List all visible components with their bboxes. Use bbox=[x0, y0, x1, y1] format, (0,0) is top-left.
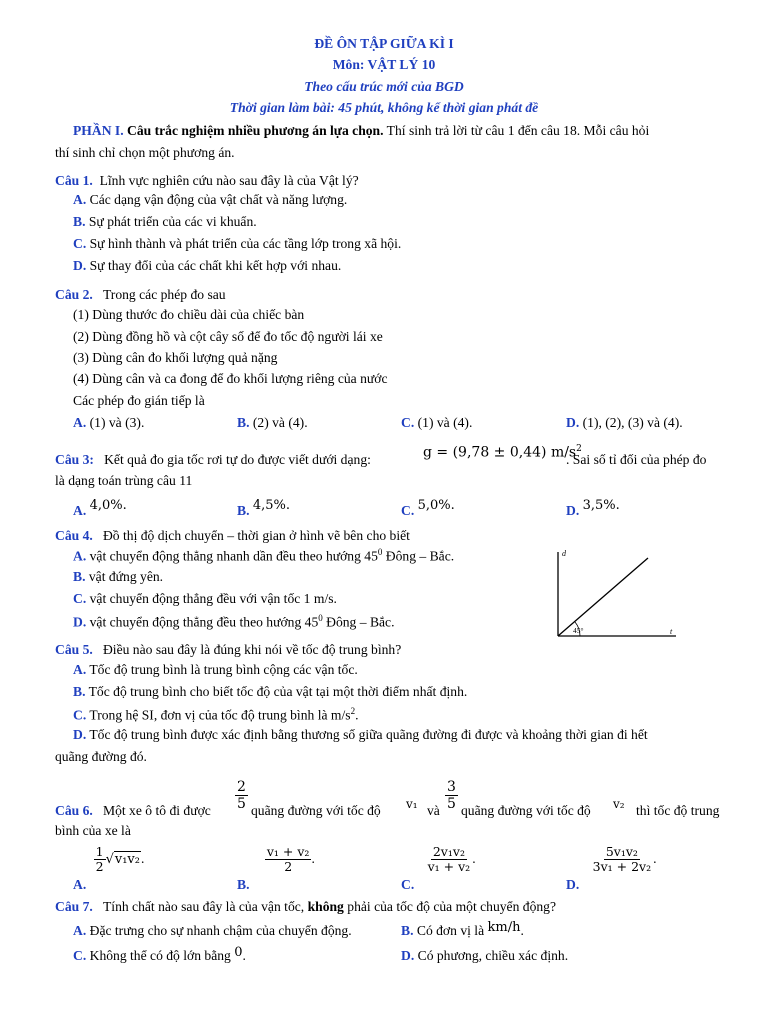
option-key: C. bbox=[73, 591, 87, 606]
option-text: Các dạng vận động của vật chất và năng lượng. bbox=[89, 192, 348, 207]
q3-line2: là dạng toán trùng câu 11 bbox=[55, 473, 193, 488]
q7-option-b[interactable]: B. Có đơn vị là km/h. bbox=[401, 920, 524, 938]
q3-option-d[interactable] bbox=[566, 497, 620, 518]
angle-label: 45° bbox=[573, 626, 584, 635]
q6-text-c: quãng đường với tốc độ bbox=[461, 803, 591, 818]
q7-option-c[interactable]: C. Không thể có độ lớn bằng 0. bbox=[73, 945, 246, 963]
option-key: C. bbox=[73, 948, 87, 963]
option-text: 4,5%. bbox=[252, 498, 291, 513]
option-text: (1) và (4). bbox=[417, 415, 473, 430]
option-text: Có phương, chiều xác định. bbox=[417, 948, 569, 963]
q6-option-a[interactable]: A. $\frac{1}{2}$ √v₁v₂. bbox=[73, 844, 145, 892]
option-text: vật chuyển động thẳng nhanh dần đều theo hướng 45 bbox=[89, 548, 378, 564]
q2-prompt: Các phép đo gián tiếp là bbox=[73, 393, 205, 408]
unit-math: km/h bbox=[487, 920, 521, 935]
frac-den: 2 bbox=[284, 859, 293, 875]
option-tail: Đông – Bắc. bbox=[382, 548, 455, 564]
q1-option-a[interactable] bbox=[73, 192, 347, 208]
q6-option-c[interactable]: C. $\frac{\text{2v₁v₂}}{\text{v₁ + v₂}}$ . bbox=[401, 844, 476, 892]
option-key: B. bbox=[73, 214, 86, 229]
option-text: vật chuyển động thẳng đều với vận tốc 1 m/s. bbox=[89, 591, 337, 606]
q5-text: Điều nào sau đây là đúng khi nói về tốc độ trung bình? bbox=[102, 642, 402, 657]
option-key: B. bbox=[237, 877, 250, 892]
option-key: C. bbox=[73, 236, 87, 251]
option-text: Tốc độ trung bình là trung bình cộng các vận tốc. bbox=[89, 662, 358, 677]
q6-stem bbox=[55, 803, 211, 819]
q5-option-c[interactable]: C. Trong hệ SI, đơn vị của tốc độ trung bình là $m/s^2$. bbox=[73, 706, 359, 723]
q4-option-c[interactable] bbox=[73, 591, 337, 607]
q5-label: Câu 5. bbox=[55, 642, 93, 657]
option-key: A. bbox=[73, 877, 87, 892]
option-text: 5,0%. bbox=[417, 498, 455, 513]
q6-v2: v₂ bbox=[613, 797, 625, 811]
q3-label: Câu 3: bbox=[55, 452, 94, 467]
q7-option-d[interactable] bbox=[401, 948, 568, 964]
frac-den: v₁ + v₂ bbox=[427, 859, 471, 875]
x-label: t bbox=[670, 627, 673, 636]
option-key: A. bbox=[73, 192, 87, 207]
frac-num: 2 bbox=[237, 779, 246, 795]
option-text: Có đơn vị là bbox=[416, 923, 485, 938]
q1-stem bbox=[55, 173, 359, 189]
q7-bold: không bbox=[307, 899, 344, 914]
option-key: D. bbox=[566, 415, 580, 430]
q6-v1: v₁ bbox=[406, 797, 418, 811]
part1-text-b: thí sinh chỉ chọn một phương án. bbox=[55, 145, 235, 160]
option-text: (2) và (4). bbox=[252, 415, 308, 430]
exam-title: ĐỀ ÔN TẬP GIỮA KÌ I bbox=[314, 36, 454, 51]
q1-option-b[interactable] bbox=[73, 214, 257, 230]
option-text: Trong hệ SI, đơn vị của tốc độ trung bình là m/s bbox=[89, 707, 351, 723]
q6-text-a: Một xe ô tô đi được bbox=[102, 803, 211, 818]
q3-option-b[interactable] bbox=[237, 497, 291, 518]
option-text: vật đứng yên. bbox=[88, 569, 164, 584]
part1-instructions bbox=[73, 123, 649, 139]
radicand: v₁v₂ bbox=[114, 852, 140, 867]
q6-option-b[interactable]: B. $\frac{\text{v₁ + v₂}}{2}$ . bbox=[237, 844, 315, 892]
option-text: Tốc độ trung bình cho biết tốc độ của vật tại một thời điểm nhất định. bbox=[88, 684, 468, 699]
subject: Môn: VẬT LÝ 10 bbox=[332, 57, 436, 72]
option-key: D. bbox=[401, 948, 415, 963]
q7-label: Câu 7. bbox=[55, 899, 93, 914]
option-key: C. bbox=[401, 877, 415, 892]
option-key: A. bbox=[73, 548, 87, 564]
q4-option-a[interactable] bbox=[73, 547, 454, 565]
option-text: vật chuyển động thẳng đều theo hướng 45 bbox=[89, 614, 319, 630]
frac-num: 3 bbox=[447, 779, 456, 795]
frac-den: 5 bbox=[237, 796, 246, 813]
q7-stem bbox=[55, 899, 556, 915]
q2-item: (4) Dùng cân và ca đong để đo khối lượng riêng của nước bbox=[73, 371, 388, 386]
option-text: 3,5%. bbox=[582, 498, 620, 513]
q2-stem bbox=[55, 287, 226, 303]
q6-and: và bbox=[427, 803, 440, 818]
frac-den: 5 bbox=[447, 796, 456, 813]
part1-text-a: Thí sinh trả lời từ câu 1 đến câu 18. Mỗi câu hỏi bbox=[386, 123, 650, 138]
q5-option-a[interactable] bbox=[73, 662, 358, 678]
option-key: B. bbox=[237, 415, 250, 430]
unit-sup: 2 bbox=[350, 706, 356, 716]
option-key: D. bbox=[566, 503, 580, 518]
q7-text-a: Tính chất nào sau đây là của vận tốc, bbox=[102, 899, 305, 914]
q6-line2: bình của xe là bbox=[55, 823, 131, 838]
option-text: Tốc độ trung bình được xác định bằng thương số giữa quãng đường đi được và khoảng thời gian đi hết bbox=[89, 727, 648, 742]
q7-option-a[interactable] bbox=[73, 923, 352, 939]
option-text: Sự hình thành và phát triển của các tầng lớp trong xã hội. bbox=[89, 236, 402, 251]
option-key: C. bbox=[73, 707, 87, 723]
q2-item: (1) Dùng thước đo chiều dài của chiếc bàn bbox=[73, 307, 305, 322]
q5-option-d[interactable] bbox=[73, 727, 648, 743]
y-label: d bbox=[562, 549, 566, 558]
q5-stem bbox=[55, 642, 401, 658]
time-note: Thời gian làm bài: 45 phút, không kể thời gian phát đề bbox=[229, 100, 539, 115]
option-text: Đặc trưng cho sự nhanh chậm của chuyển động. bbox=[89, 923, 352, 938]
q6-text-d: thì tốc độ trung bbox=[636, 803, 720, 818]
q6-frac2 bbox=[445, 779, 458, 812]
option-key: A. bbox=[73, 662, 87, 677]
option-key: A. bbox=[73, 923, 87, 938]
option-text: Sự phát triển của các vi khuẩn. bbox=[88, 214, 257, 229]
q5-option-d-line2: quãng đường đó. bbox=[55, 749, 147, 764]
q2-label: Câu 2. bbox=[55, 287, 93, 302]
q1-option-d[interactable] bbox=[73, 258, 341, 274]
frac-den: 2 bbox=[95, 859, 104, 875]
option-key: B. bbox=[73, 684, 86, 699]
formula-text: g = (9,78 ± 0,44) m/s bbox=[423, 444, 577, 461]
structure-note: Theo cấu trúc mới của BGD bbox=[304, 79, 464, 94]
option-key: D. bbox=[73, 258, 87, 273]
q3-option-c[interactable] bbox=[401, 497, 455, 518]
q3-after: . Sai số tỉ đối của phép đo bbox=[566, 452, 707, 467]
degree-sup: 0 bbox=[318, 613, 323, 623]
q4-label: Câu 4. bbox=[55, 528, 93, 543]
option-key: C. bbox=[401, 415, 415, 430]
q4-text: Đồ thị độ dịch chuyển – thời gian ở hình vẽ bên cho biết bbox=[102, 528, 410, 543]
option-text: Sự thay đổi của các chất khi kết hợp với nhau. bbox=[89, 258, 342, 273]
frac-num: 2v₁v₂ bbox=[432, 844, 465, 859]
q2-option-a[interactable] bbox=[73, 415, 144, 431]
q2-item: (3) Dùng cân đo khối lượng quả nặng bbox=[73, 350, 278, 365]
q1-option-c[interactable] bbox=[73, 236, 401, 252]
option-key: A. bbox=[73, 503, 87, 518]
part1-bold: Câu trắc nghiệm nhiều phương án lựa chọn. bbox=[127, 123, 384, 138]
frac-num: 5v₁v₂ bbox=[605, 844, 638, 859]
option-key: C. bbox=[401, 503, 415, 518]
q2-option-c[interactable] bbox=[401, 415, 472, 431]
option-text: 4,0%. bbox=[89, 498, 127, 513]
value-math: 0 bbox=[234, 945, 243, 960]
option-text: Không thể có độ lớn bằng bbox=[89, 948, 231, 963]
q2-option-b[interactable] bbox=[237, 415, 308, 431]
q3-formula: g = (9,78 ± 0,44) $m/s^2$ bbox=[423, 444, 582, 461]
q1-label: Câu 1. bbox=[55, 173, 93, 188]
degree-sup: 0 bbox=[377, 547, 383, 557]
q6-option-d[interactable]: D. $\frac{\text{5v₁v₂}}{\text{3v₁ + 2v₂}}$ . bbox=[566, 844, 657, 892]
q5-option-b[interactable] bbox=[73, 684, 467, 700]
sqrt-icon: √ bbox=[105, 852, 114, 867]
q1-text: Lĩnh vực nghiên cứu nào sau đây là của Vật lý? bbox=[99, 173, 359, 188]
displacement-time-graph bbox=[548, 544, 684, 644]
option-tail: Đông – Bắc. bbox=[322, 614, 395, 630]
frac-num: 1 bbox=[95, 844, 104, 859]
option-text: (1) và (3). bbox=[89, 415, 145, 430]
q4-option-b[interactable] bbox=[73, 569, 163, 585]
option-key: A. bbox=[73, 415, 87, 430]
option-key: B. bbox=[401, 923, 414, 938]
q4-stem bbox=[55, 528, 410, 544]
graph-line bbox=[558, 558, 648, 636]
option-key: D. bbox=[73, 727, 87, 742]
q6-label: Câu 6. bbox=[55, 803, 93, 818]
option-key: B. bbox=[237, 503, 250, 518]
q2-text: Trong các phép đo sau bbox=[102, 287, 226, 302]
option-key: B. bbox=[73, 569, 86, 584]
q6-text-b: quãng đường với tốc độ bbox=[251, 803, 381, 818]
option-text: (1), (2), (3) và (4). bbox=[582, 415, 683, 430]
q7-text-b: phải của tốc độ của một chuyển động? bbox=[347, 899, 557, 914]
q6-frac1 bbox=[235, 779, 248, 812]
frac-num: v₁ + v₂ bbox=[266, 844, 310, 859]
q3-option-a[interactable] bbox=[73, 497, 127, 518]
q3-stem bbox=[55, 452, 371, 468]
q2-item: (2) Dùng đồng hồ và cột cây số để đo tốc độ người lái xe bbox=[73, 329, 383, 344]
q3-text: Kết quả đo gia tốc rơi tự do được viết dưới dạng: bbox=[104, 452, 371, 467]
q2-option-d[interactable] bbox=[566, 415, 683, 431]
option-key: D. bbox=[566, 877, 580, 892]
q4-option-d[interactable] bbox=[73, 613, 394, 631]
frac-den: 3v₁ + 2v₂ bbox=[592, 859, 652, 875]
option-key: D. bbox=[73, 614, 87, 630]
part1-label: PHẦN I. bbox=[73, 123, 124, 138]
